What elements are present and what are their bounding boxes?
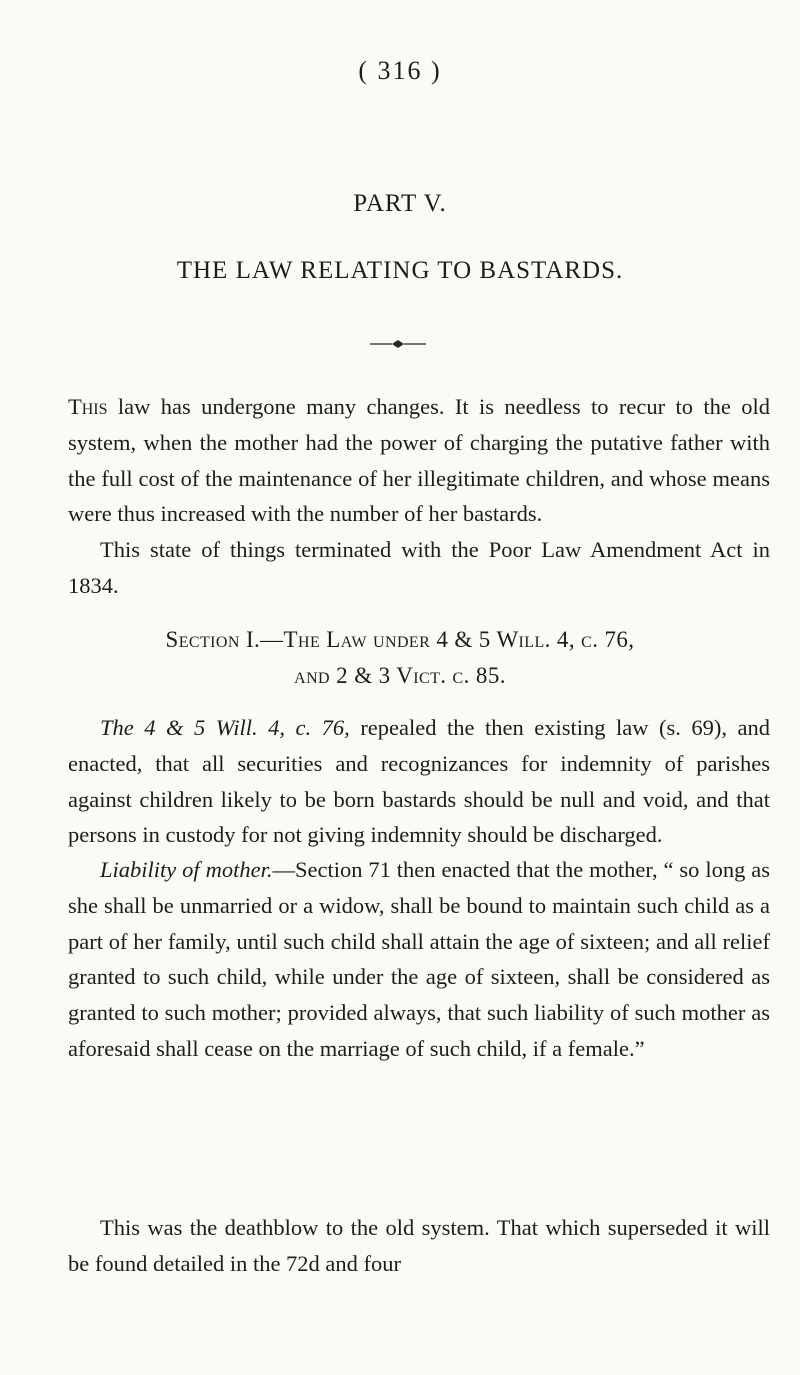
intro-paragraph-2 — [68, 532, 770, 604]
intro-text: law has undergone many changes. It is needless to recur to the old system, when the mother had the power of charging the putative father with the full cost of the maintenance of her illegitimate children, and whose means were thus increased with the number of her bastards. — [68, 394, 770, 527]
statute-paragraph — [68, 710, 770, 853]
liability-text: —Section 71 then enacted that the mother, “ so long as she shall be unmarried or a widow, shall be bound to maintain such child as a part of her family, until such child shall attain the age of sixteen; and all relief granted to such child, while under the age of sixteen, shall be considered as granted to such mother; provided always, that such liability of such mother as aforesaid shall cease on the marriage of such child, if a female.” — [68, 857, 770, 1061]
liability-paragraph — [68, 852, 770, 1067]
intro-lead-word: This — [68, 394, 108, 419]
section-heading-line-1: Section I.—The Law under 4 & 5 Will. 4, c. 76, — [165, 627, 635, 652]
intro-paragraph — [68, 389, 770, 532]
statute-italic-the: The — [100, 715, 134, 740]
intro-text-2: This state of things terminated with the Poor Law Amendment Act in 1834. — [68, 537, 770, 598]
closing-paragraph — [68, 1210, 770, 1282]
part-title: THE LAW RELATING TO BASTARDS. — [176, 257, 624, 284]
liability-heading: Liability of mother. — [100, 857, 273, 882]
part-heading: PART V. — [353, 190, 447, 217]
page-number: ( 316 ) — [358, 56, 442, 85]
statute-text: repealed the then existing law (s. 69), and enacted, that all securities and recognizances for indemnity of parishes against children likely to be born bastards should be null and void, and that persons in custody for not giving indemnity should be discharged. — [68, 715, 770, 848]
closing-text: This was the deathblow to the old system. That which superseded it will be found detailed in the 72d and four — [68, 1215, 770, 1276]
section-heading-line-2: and 2 & 3 Vict. c. 85. — [294, 663, 506, 688]
ornament-rule-icon — [370, 339, 426, 349]
statute-citation: 4 & 5 Will. 4, c. 76, — [144, 715, 350, 740]
